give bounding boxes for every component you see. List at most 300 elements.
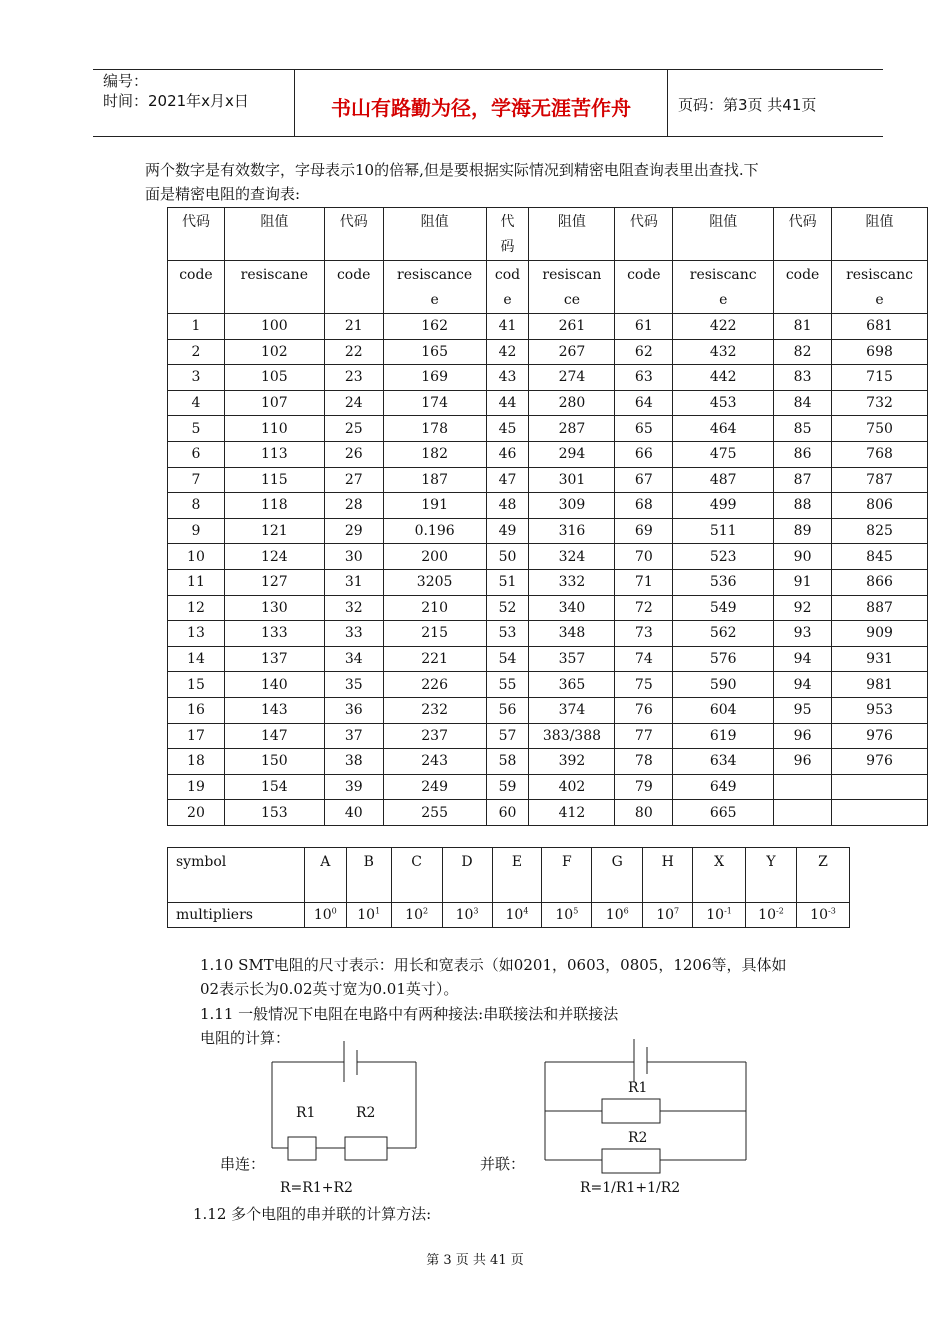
multiplier-cell bbox=[542, 903, 592, 928]
table-cell: 41 bbox=[486, 314, 529, 340]
table-cell: 768 bbox=[832, 441, 928, 467]
table-cell: 255 bbox=[383, 800, 486, 826]
table-cell: 50 bbox=[486, 544, 529, 570]
table-cell: 49 bbox=[486, 518, 529, 544]
table-cell: 53 bbox=[486, 621, 529, 647]
table-cell: 237 bbox=[383, 723, 486, 749]
table-cell: 162 bbox=[383, 314, 486, 340]
table-cell: 39 bbox=[324, 774, 383, 800]
table-header-row bbox=[168, 208, 928, 261]
table-row bbox=[168, 672, 928, 698]
table-cell: 174 bbox=[383, 390, 486, 416]
table-cell: 133 bbox=[224, 621, 324, 647]
table-cell: 845 bbox=[832, 544, 928, 570]
table-cell: 47 bbox=[486, 467, 529, 493]
table-cell: 130 bbox=[224, 595, 324, 621]
table-cell: 36 bbox=[324, 697, 383, 723]
table-cell: 523 bbox=[673, 544, 774, 570]
page-label: 页码：第3页 共41页 bbox=[678, 96, 817, 114]
symbol-cell: F bbox=[542, 848, 592, 903]
table-row bbox=[168, 314, 928, 340]
table-cell: 140 bbox=[224, 672, 324, 698]
table-cell: 37 bbox=[324, 723, 383, 749]
table-row bbox=[168, 365, 928, 391]
multipliers-label: multipliers bbox=[168, 903, 305, 928]
multiplier-base: 10 bbox=[313, 907, 332, 923]
table-cell: 698 bbox=[832, 339, 928, 365]
symbol-cell: G bbox=[592, 848, 643, 903]
multiplier-base: 10 bbox=[758, 907, 776, 923]
table-cell: 阻值 bbox=[529, 208, 615, 261]
table-cell: 115 bbox=[224, 467, 324, 493]
table-cell: 44 bbox=[486, 390, 529, 416]
table-row bbox=[168, 339, 928, 365]
series-r2-label: R2 bbox=[356, 1105, 376, 1121]
table-cell: 18 bbox=[168, 749, 225, 775]
table-row bbox=[168, 749, 928, 775]
table-cell: 阻值 bbox=[832, 208, 928, 261]
table-cell bbox=[832, 774, 928, 800]
table-cell: 84 bbox=[774, 390, 832, 416]
table-cell: 475 bbox=[673, 441, 774, 467]
table-cell: 909 bbox=[832, 621, 928, 647]
table-cell: 332 bbox=[529, 569, 615, 595]
table-header-row bbox=[168, 261, 928, 314]
table-cell: 75 bbox=[615, 672, 673, 698]
header-bottom-rule bbox=[93, 136, 883, 137]
table-cell: 113 bbox=[224, 441, 324, 467]
table-cell: 10 bbox=[168, 544, 225, 570]
table-cell: 619 bbox=[673, 723, 774, 749]
table-cell: 981 bbox=[832, 672, 928, 698]
table-cell: 110 bbox=[224, 416, 324, 442]
table-cell: 340 bbox=[529, 595, 615, 621]
multiplier-exponent: 1 bbox=[375, 906, 381, 916]
table-cell: 118 bbox=[224, 493, 324, 519]
table-cell: 715 bbox=[832, 365, 928, 391]
table-cell: 85 bbox=[774, 416, 832, 442]
table-cell: 1 bbox=[168, 314, 225, 340]
table-cell: 604 bbox=[673, 697, 774, 723]
table-cell: 243 bbox=[383, 749, 486, 775]
table-cell: 665 bbox=[673, 800, 774, 826]
table-cell: 324 bbox=[529, 544, 615, 570]
table-cell: 102 bbox=[224, 339, 324, 365]
table-cell: 732 bbox=[832, 390, 928, 416]
symbol-row bbox=[168, 848, 850, 903]
series-formula: R=R1+R2 bbox=[280, 1180, 353, 1196]
table-cell: 77 bbox=[615, 723, 673, 749]
table-cell: 681 bbox=[832, 314, 928, 340]
table-cell: resiscanc e bbox=[673, 261, 774, 314]
table-cell: 221 bbox=[383, 646, 486, 672]
table-cell: 487 bbox=[673, 467, 774, 493]
table-cell: 154 bbox=[224, 774, 324, 800]
table-cell: 94 bbox=[774, 672, 832, 698]
symbol-cell: D bbox=[442, 848, 492, 903]
multiplier-base: 10 bbox=[656, 907, 675, 923]
table-cell: 887 bbox=[832, 595, 928, 621]
multiplier-base: 10 bbox=[357, 907, 376, 923]
table-row bbox=[168, 595, 928, 621]
table-cell: 46 bbox=[486, 441, 529, 467]
table-cell: code bbox=[168, 261, 225, 314]
table-cell: 105 bbox=[224, 365, 324, 391]
table-cell: 511 bbox=[673, 518, 774, 544]
table-cell: 80 bbox=[615, 800, 673, 826]
table-cell: resiscane bbox=[224, 261, 324, 314]
multiplier-base: 10 bbox=[810, 907, 828, 923]
table-cell: 294 bbox=[529, 441, 615, 467]
multiplier-base: 10 bbox=[455, 907, 474, 923]
table-cell: 412 bbox=[529, 800, 615, 826]
table-cell: 464 bbox=[673, 416, 774, 442]
table-cell: 38 bbox=[324, 749, 383, 775]
series-r1-label: R1 bbox=[296, 1105, 316, 1121]
table-cell: 3 bbox=[168, 365, 225, 391]
multiplier-cell bbox=[693, 903, 746, 928]
table-cell: 137 bbox=[224, 646, 324, 672]
table-cell: 95 bbox=[774, 697, 832, 723]
multiplier-row bbox=[168, 903, 850, 928]
multiplier-cell bbox=[796, 903, 849, 928]
table-cell: 12 bbox=[168, 595, 225, 621]
table-cell: 261 bbox=[529, 314, 615, 340]
table-cell bbox=[774, 774, 832, 800]
table-cell: 32 bbox=[324, 595, 383, 621]
table-cell: 56 bbox=[486, 697, 529, 723]
table-cell: 92 bbox=[774, 595, 832, 621]
table-cell: 15 bbox=[168, 672, 225, 698]
table-cell: 316 bbox=[529, 518, 615, 544]
table-cell: 147 bbox=[224, 723, 324, 749]
symbol-cell: C bbox=[391, 848, 442, 903]
table-cell: 750 bbox=[832, 416, 928, 442]
table-cell: 68 bbox=[615, 493, 673, 519]
table-cell: 7 bbox=[168, 467, 225, 493]
table-cell: 78 bbox=[615, 749, 673, 775]
table-cell: code bbox=[324, 261, 383, 314]
table-cell: 58 bbox=[486, 749, 529, 775]
table-row bbox=[168, 441, 928, 467]
table-cell: 348 bbox=[529, 621, 615, 647]
table-cell: 19 bbox=[168, 774, 225, 800]
multiplier-cell bbox=[592, 903, 643, 928]
table-cell: 392 bbox=[529, 749, 615, 775]
table-cell: 55 bbox=[486, 672, 529, 698]
symbol-cell: X bbox=[693, 848, 746, 903]
table-cell: 52 bbox=[486, 595, 529, 621]
table-cell: 91 bbox=[774, 569, 832, 595]
table-cell: 453 bbox=[673, 390, 774, 416]
table-cell: 825 bbox=[832, 518, 928, 544]
section-1-10-line-1: 1.10 SMT电阻的尺寸表示：用长和宽表示（如0201，0603，0805，1206等，具体如 bbox=[200, 956, 787, 974]
multiplier-exponent: 4 bbox=[523, 906, 529, 916]
table-cell: 24 bbox=[324, 390, 383, 416]
table-cell: code bbox=[774, 261, 832, 314]
table-cell: 422 bbox=[673, 314, 774, 340]
table-cell: 48 bbox=[486, 493, 529, 519]
multiplier-base: 10 bbox=[706, 907, 725, 923]
table-cell: 23 bbox=[324, 365, 383, 391]
table-cell: 93 bbox=[774, 621, 832, 647]
parallel-r2-label: R2 bbox=[628, 1130, 648, 1146]
intro-line-1: 两个数字是有效数字，字母表示10的倍幂,但是要根据实际情况到精密电阻查询表里出查找.下 bbox=[145, 161, 759, 179]
table-cell: 14 bbox=[168, 646, 225, 672]
parallel-label: 并联： bbox=[480, 1155, 526, 1173]
symbol-cell: Y bbox=[746, 848, 797, 903]
table-cell: 59 bbox=[486, 774, 529, 800]
symbol-label: symbol bbox=[168, 848, 305, 903]
table-cell: 57 bbox=[486, 723, 529, 749]
table-cell: 182 bbox=[383, 441, 486, 467]
calc-heading: 电阻的计算： bbox=[200, 1029, 291, 1047]
table-cell: 562 bbox=[673, 621, 774, 647]
table-cell: 2 bbox=[168, 339, 225, 365]
table-cell: 69 bbox=[615, 518, 673, 544]
multiplier-exponent: 7 bbox=[674, 906, 680, 916]
motto: 书山有路勤为径，学海无涯苦作舟 bbox=[331, 96, 631, 120]
table-cell: 274 bbox=[529, 365, 615, 391]
table-cell: 267 bbox=[529, 339, 615, 365]
resistor-lookup-table bbox=[167, 207, 928, 826]
multiplier-cell bbox=[442, 903, 492, 928]
multiplier-cell bbox=[643, 903, 693, 928]
table-cell: code bbox=[615, 261, 673, 314]
table-cell: 499 bbox=[673, 493, 774, 519]
page-footer: 第 3 页 共 41 页 bbox=[426, 1253, 524, 1268]
table-cell: 121 bbox=[224, 518, 324, 544]
table-cell: 953 bbox=[832, 697, 928, 723]
table-cell: resiscance e bbox=[383, 261, 486, 314]
table-cell: 74 bbox=[615, 646, 673, 672]
parallel-formula: R=1/R1+1/R2 bbox=[580, 1180, 681, 1196]
table-cell: 16 bbox=[168, 697, 225, 723]
table-cell: 100 bbox=[224, 314, 324, 340]
table-cell: 200 bbox=[383, 544, 486, 570]
section-1-12: 1.12 多个电阻的串并联的计算方法: bbox=[193, 1205, 432, 1223]
table-cell: 63 bbox=[615, 365, 673, 391]
table-cell: 165 bbox=[383, 339, 486, 365]
table-cell: 28 bbox=[324, 493, 383, 519]
table-cell bbox=[832, 800, 928, 826]
table-cell: 25 bbox=[324, 416, 383, 442]
table-cell: 13 bbox=[168, 621, 225, 647]
table-cell: 30 bbox=[324, 544, 383, 570]
table-cell: 73 bbox=[615, 621, 673, 647]
table-cell: 40 bbox=[324, 800, 383, 826]
table-row bbox=[168, 697, 928, 723]
multiplier-base: 10 bbox=[505, 907, 524, 923]
table-cell: 阻值 bbox=[673, 208, 774, 261]
series-label: 串连： bbox=[220, 1155, 266, 1173]
table-cell: 9 bbox=[168, 518, 225, 544]
table-cell: 阻值 bbox=[383, 208, 486, 261]
header-divider bbox=[667, 69, 668, 136]
table-cell: cod e bbox=[486, 261, 529, 314]
multiplier-exponent: -2 bbox=[776, 906, 784, 916]
table-cell: 374 bbox=[529, 697, 615, 723]
table-row bbox=[168, 518, 928, 544]
table-cell: 96 bbox=[774, 749, 832, 775]
table-cell: 365 bbox=[529, 672, 615, 698]
table-cell: 代 码 bbox=[486, 208, 529, 261]
table-cell: 21 bbox=[324, 314, 383, 340]
table-cell: 187 bbox=[383, 467, 486, 493]
table-cell: 301 bbox=[529, 467, 615, 493]
table-cell: 17 bbox=[168, 723, 225, 749]
table-cell: 3205 bbox=[383, 569, 486, 595]
table-cell: 536 bbox=[673, 569, 774, 595]
table-cell: 576 bbox=[673, 646, 774, 672]
table-cell: 71 bbox=[615, 569, 673, 595]
table-cell: 87 bbox=[774, 467, 832, 493]
table-cell: 127 bbox=[224, 569, 324, 595]
table-cell: 代码 bbox=[168, 208, 225, 261]
table-row bbox=[168, 621, 928, 647]
table-cell: 阻值 bbox=[224, 208, 324, 261]
table-cell: 169 bbox=[383, 365, 486, 391]
table-cell: 29 bbox=[324, 518, 383, 544]
table-cell: 42 bbox=[486, 339, 529, 365]
table-cell: 86 bbox=[774, 441, 832, 467]
table-cell: 107 bbox=[224, 390, 324, 416]
table-cell: 309 bbox=[529, 493, 615, 519]
table-cell: 90 bbox=[774, 544, 832, 570]
multiplier-base: 10 bbox=[555, 907, 574, 923]
table-cell: 6 bbox=[168, 441, 225, 467]
multiplier-exponent: 0 bbox=[331, 906, 337, 916]
table-cell: 45 bbox=[486, 416, 529, 442]
table-cell: 124 bbox=[224, 544, 324, 570]
table-cell: 232 bbox=[383, 697, 486, 723]
table-row bbox=[168, 569, 928, 595]
header-top-rule bbox=[93, 69, 883, 70]
table-cell: 代码 bbox=[324, 208, 383, 261]
table-cell: 210 bbox=[383, 595, 486, 621]
table-cell: 178 bbox=[383, 416, 486, 442]
symbol-cell: E bbox=[492, 848, 542, 903]
table-cell: 150 bbox=[224, 749, 324, 775]
table-cell: 931 bbox=[832, 646, 928, 672]
table-cell: 94 bbox=[774, 646, 832, 672]
multiplier-cell bbox=[391, 903, 442, 928]
table-cell: 866 bbox=[832, 569, 928, 595]
table-cell: 51 bbox=[486, 569, 529, 595]
multiplier-exponent: 6 bbox=[623, 906, 629, 916]
table-cell: 64 bbox=[615, 390, 673, 416]
table-cell: 82 bbox=[774, 339, 832, 365]
table-row bbox=[168, 723, 928, 749]
table-cell: 191 bbox=[383, 493, 486, 519]
table-cell: 634 bbox=[673, 749, 774, 775]
multiplier-base: 10 bbox=[605, 907, 624, 923]
multiplier-base: 10 bbox=[405, 907, 423, 923]
table-cell: 96 bbox=[774, 723, 832, 749]
table-cell: 61 bbox=[615, 314, 673, 340]
table-cell: 357 bbox=[529, 646, 615, 672]
table-cell: 54 bbox=[486, 646, 529, 672]
table-cell: 215 bbox=[383, 621, 486, 647]
table-cell: 代码 bbox=[774, 208, 832, 261]
table-cell: 8 bbox=[168, 493, 225, 519]
symbol-cell: A bbox=[304, 848, 346, 903]
table-cell: 806 bbox=[832, 493, 928, 519]
table-row bbox=[168, 774, 928, 800]
table-cell: 65 bbox=[615, 416, 673, 442]
table-cell: 649 bbox=[673, 774, 774, 800]
table-row bbox=[168, 800, 928, 826]
section-1-11: 1.11 一般情况下电阻在电路中有两种接法:串联接法和并联接法 bbox=[200, 1005, 619, 1023]
table-row bbox=[168, 493, 928, 519]
table-cell: 66 bbox=[615, 441, 673, 467]
table-cell: 402 bbox=[529, 774, 615, 800]
table-cell bbox=[774, 800, 832, 826]
time-label: 时间：2021年x月x日 bbox=[103, 92, 249, 110]
table-row bbox=[168, 544, 928, 570]
table-cell: 787 bbox=[832, 467, 928, 493]
table-cell: 0.196 bbox=[383, 518, 486, 544]
number-label: 编号： bbox=[103, 72, 149, 90]
table-row bbox=[168, 646, 928, 672]
multiplier-cell bbox=[746, 903, 797, 928]
table-cell: 62 bbox=[615, 339, 673, 365]
table-cell: 22 bbox=[324, 339, 383, 365]
table-cell: 79 bbox=[615, 774, 673, 800]
parallel-r1-label: R1 bbox=[628, 1080, 648, 1096]
table-row bbox=[168, 467, 928, 493]
multiplier-exponent: 3 bbox=[473, 906, 479, 916]
table-row bbox=[168, 416, 928, 442]
table-cell: 83 bbox=[774, 365, 832, 391]
table-cell: 280 bbox=[529, 390, 615, 416]
table-cell: 72 bbox=[615, 595, 673, 621]
table-cell: 153 bbox=[224, 800, 324, 826]
table-cell: 88 bbox=[774, 493, 832, 519]
table-cell: 383/388 bbox=[529, 723, 615, 749]
table-cell: 976 bbox=[832, 723, 928, 749]
header-divider bbox=[294, 69, 295, 136]
table-cell: resiscanc e bbox=[832, 261, 928, 314]
table-cell: 76 bbox=[615, 697, 673, 723]
multiplier-cell bbox=[304, 903, 346, 928]
table-cell: 60 bbox=[486, 800, 529, 826]
table-cell: 27 bbox=[324, 467, 383, 493]
multiplier-cell bbox=[492, 903, 542, 928]
table-row bbox=[168, 390, 928, 416]
table-cell: 81 bbox=[774, 314, 832, 340]
table-cell: 976 bbox=[832, 749, 928, 775]
symbol-cell: Z bbox=[796, 848, 849, 903]
table-cell: 432 bbox=[673, 339, 774, 365]
multiplier-cell bbox=[346, 903, 391, 928]
table-cell: 5 bbox=[168, 416, 225, 442]
table-cell: 549 bbox=[673, 595, 774, 621]
table-cell: 35 bbox=[324, 672, 383, 698]
table-cell: resiscan ce bbox=[529, 261, 615, 314]
table-cell: 34 bbox=[324, 646, 383, 672]
table-cell: 67 bbox=[615, 467, 673, 493]
table-cell: 249 bbox=[383, 774, 486, 800]
multiplier-exponent: -3 bbox=[827, 906, 836, 916]
table-cell: 20 bbox=[168, 800, 225, 826]
table-cell: 31 bbox=[324, 569, 383, 595]
multiplier-exponent: 5 bbox=[573, 906, 579, 916]
table-cell: 226 bbox=[383, 672, 486, 698]
symbol-cell: H bbox=[643, 848, 693, 903]
table-cell: 442 bbox=[673, 365, 774, 391]
section-1-10-line-2: 02表示长为0.02英寸宽为0.01英寸）。 bbox=[200, 980, 459, 998]
